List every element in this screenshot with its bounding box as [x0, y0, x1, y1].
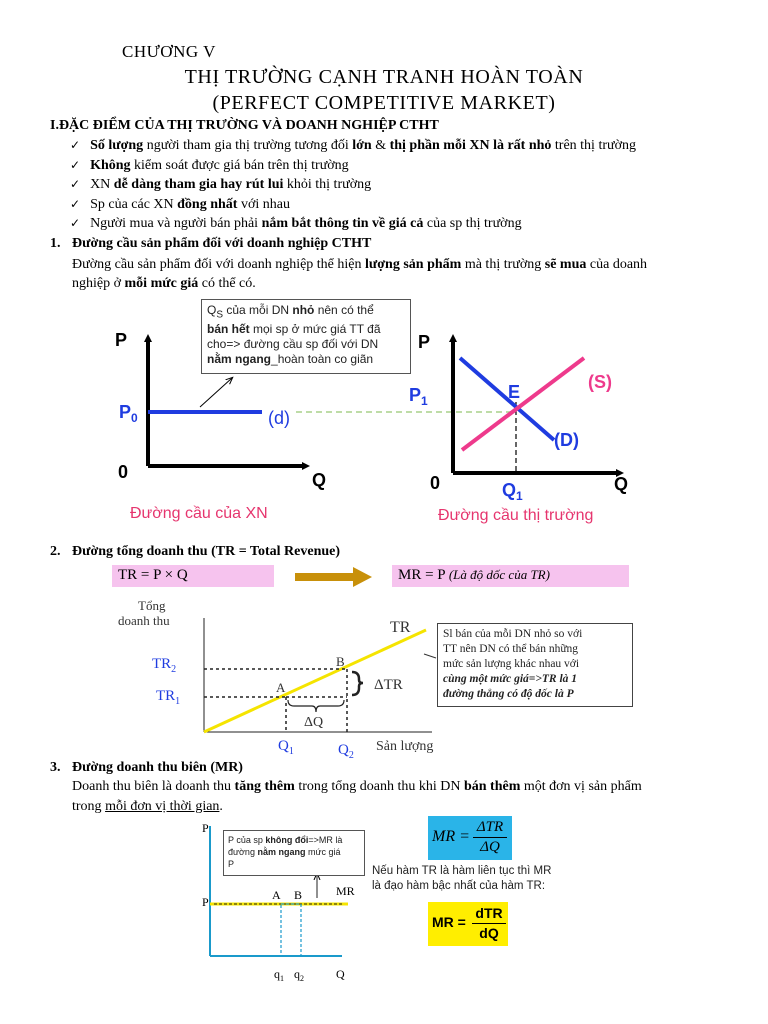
- page-title: THỊ TRƯỜNG CẠNH TRANH HOÀN TOÀN: [184, 66, 584, 88]
- section-heading: I.ĐẶC ĐIỂM CỦA THỊ TRƯỜNG VÀ DOANH NGHIỆP CTHT: [50, 118, 439, 133]
- part3-para-line2: trong mỗi đơn vị thời gian.: [72, 799, 223, 814]
- unit-step-box: [281, 904, 301, 956]
- tr2-label: $TR_2$: [152, 656, 177, 675]
- q-axis-label: Q: [614, 474, 629, 494]
- q1-label: $Q_1$: [502, 480, 523, 503]
- list-item: ✓ Số lượng người tham gia thị trường tương đối lớn & thị phần mỗi XN là rất nhỏ trên thị trường: [70, 136, 636, 156]
- feature-list: [70, 136, 636, 234]
- market-demand-caption: Đường cầu thị trường: [438, 507, 594, 524]
- point-b-label: B: [294, 888, 303, 902]
- point-b-label: B: [336, 654, 345, 669]
- demand-callout: $Q_S$ của mỗi DN nhỏ nên có thể bán hết mọi sp ở mức giá TT đã cho=> đường cầu sp đối với DN nằm ngang_hoàn toàn co giãn: [201, 299, 411, 374]
- q2-label: $q_2$: [294, 967, 304, 983]
- q1-label: $q_1$: [274, 967, 284, 983]
- q-axis-label: Q: [312, 470, 327, 490]
- mr-derivative-formula: MR = dTR dQ: [428, 902, 508, 946]
- delta-tr-brace: [352, 672, 363, 695]
- part1-number: 1.: [50, 236, 61, 251]
- q1-label: $Q_1$: [278, 738, 294, 757]
- tr-formula-box: TR = P × Q: [112, 565, 274, 587]
- part3-para-line1: Doanh thu biên là doanh thu tăng thêm trong tổng doanh thu khi DN bán thêm một đơn vị sản phẩm: [72, 779, 642, 794]
- mr-callout: P của sp không đổi=>MR là đường nằm ngang mức giá P: [223, 830, 365, 876]
- tr-line-label: TR: [390, 619, 411, 636]
- demand-label: (D): [554, 430, 579, 450]
- market-demand-line: [460, 358, 554, 440]
- demand-graphs: [0, 290, 768, 540]
- mr-formula-box: MR = P (Là độ dốc của TR): [392, 565, 629, 587]
- tr-graph: [0, 596, 768, 758]
- point-a-label: A: [276, 680, 286, 695]
- part3-heading: Đường doanh thu biên (MR): [72, 760, 243, 775]
- part1-para-line1: Đường cầu sản phẩm đối với doanh nghiệp thể hiện lượng sản phẩm mà thị trường sẽ mua của doanh: [72, 257, 648, 272]
- price-p0-label: $P_0$: [119, 402, 138, 425]
- firm-demand-label: (d): [268, 408, 290, 428]
- tr-callout: Sl bán của mỗi DN nhỏ so với TT nên DN có thể bán những mức sản lượng khác nhau với cùng một mức giá=>TR là 1 đường thẳng có độ dốc là P: [437, 623, 633, 707]
- delta-q-label: ΔQ: [304, 715, 324, 730]
- part1-para-line2: nghiệp ở mỗi mức giá có thể có.: [72, 276, 256, 291]
- origin-label: 0: [118, 462, 129, 482]
- page-subtitle: (PERFECT COMPETITIVE MARKET): [212, 92, 556, 114]
- callout-pointer: [424, 654, 436, 658]
- mr-label: MR: [336, 884, 355, 898]
- list-item: ✓ XN dễ dàng tham gia hay rút lui khỏi thị trường: [70, 175, 636, 195]
- y-axis-label-line2: doanh thu: [118, 613, 170, 628]
- callout-arrow: [200, 378, 232, 407]
- p-axis-label: P: [418, 332, 431, 352]
- delta-q-brace: [288, 700, 344, 712]
- list-item: ✓ Sp của các XN đồng nhất với nhau: [70, 195, 636, 215]
- chapter-label: CHƯƠNG V: [122, 42, 216, 61]
- list-item: ✓ Người mua và người bán phải nắm bắt thông tin về giá cả của sp thị trường: [70, 214, 636, 234]
- p-level-label: P: [202, 895, 209, 909]
- firm-demand-caption: Đường cầu của XN: [130, 505, 268, 522]
- part2-heading: Đường tổng doanh thu (TR = Total Revenue): [72, 544, 341, 559]
- origin-label: 0: [430, 473, 441, 493]
- p-axis-label: P: [115, 330, 128, 350]
- part1-heading: Đường cầu sản phẩm đối với doanh nghiệp CTHT: [72, 236, 372, 251]
- q2-label: $Q_2$: [338, 742, 354, 758]
- equilibrium-label: E: [508, 382, 521, 402]
- x-axis-label: Sản lượng: [376, 739, 434, 754]
- supply-label: (S): [588, 372, 612, 392]
- p-axis-label: P: [202, 821, 209, 835]
- mr-delta-formula: MR = ΔTR ΔQ: [428, 816, 512, 860]
- price-p1-label: $P_1$: [409, 385, 428, 408]
- delta-tr-label: ΔTR: [374, 677, 403, 693]
- list-item: ✓ Không kiểm soát được giá bán trên thị trường: [70, 156, 636, 176]
- formula-arrow-icon: [295, 566, 373, 588]
- part2-number: 2.: [50, 544, 61, 559]
- tr1-label: $TR_1$: [156, 688, 181, 707]
- point-a-label: A: [272, 888, 281, 902]
- part3-number: 3.: [50, 760, 61, 775]
- q-axis-label: Q: [336, 967, 345, 981]
- y-axis-label-line1: Tổng: [138, 598, 166, 613]
- mr-note: Nếu hàm TR là hàm liên tục thì MR là đạo hàm bậc nhất của hàm TR:: [372, 865, 552, 892]
